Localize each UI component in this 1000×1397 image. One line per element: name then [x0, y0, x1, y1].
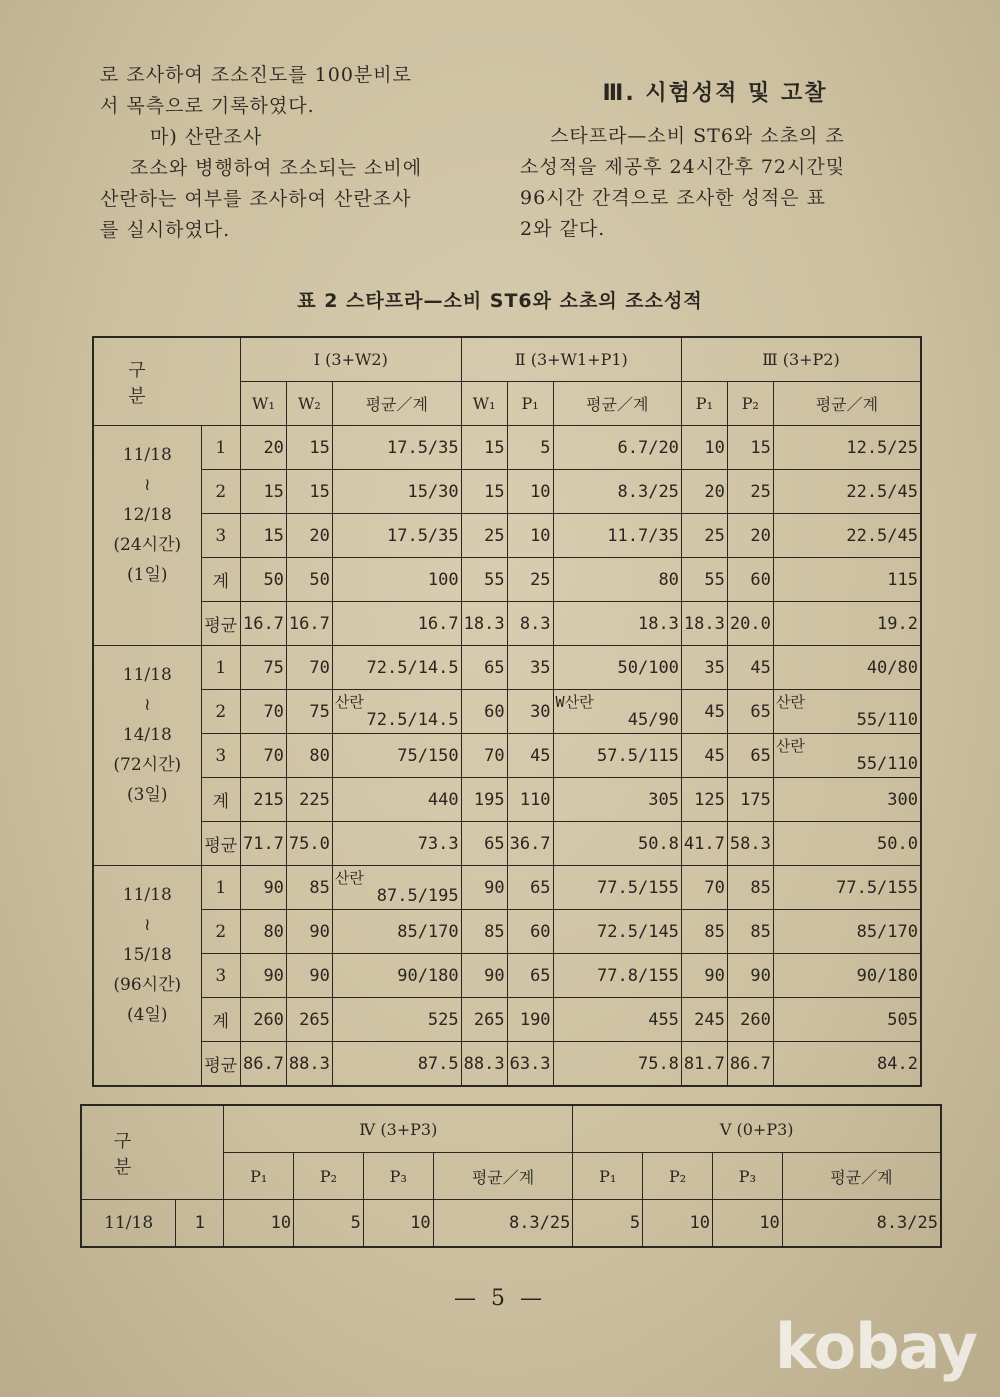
table-row — [93, 998, 921, 1042]
value-cell: 85 — [681, 910, 727, 954]
subheader-cell: W₁ — [240, 382, 286, 426]
value-cell: 5 — [294, 1200, 364, 1248]
table-caption: 표 2 스타프라—소비 ST6와 소초의 조소성적 — [297, 290, 703, 312]
period-line: 11/18 — [122, 885, 172, 905]
value-cell: 18.3 — [461, 602, 507, 646]
period-line: 11/18 — [122, 665, 172, 685]
value-cell: 215 — [240, 778, 286, 822]
value-cell: 505 — [773, 998, 921, 1042]
value-cell: 90 — [240, 954, 286, 998]
period-cell — [93, 646, 201, 866]
value-cell: 90 — [286, 910, 332, 954]
value-cell: 88.3 — [286, 1042, 332, 1087]
cell-value: 72.5/14.5 — [366, 709, 459, 730]
value-cell: 90 — [461, 954, 507, 998]
cell-value: 55/110 — [856, 709, 918, 730]
value-cell: 77.5/155 — [773, 866, 921, 910]
value-cell: 90/180 — [773, 954, 921, 998]
value-cell: 8.3/25 — [433, 1200, 573, 1248]
value-cell: 16.7 — [240, 602, 286, 646]
period-line: (3일) — [127, 785, 168, 805]
value-cell: 15/30 — [332, 470, 461, 514]
value-cell: 45 — [681, 690, 727, 734]
value-cell: 55 — [681, 558, 727, 602]
group-header: Ⅰ (3+W2) — [240, 337, 461, 382]
value-cell: 260 — [240, 998, 286, 1042]
value-cell: 11.7/35 — [553, 514, 681, 558]
value-cell — [332, 690, 461, 734]
value-cell: 57.5/115 — [553, 734, 681, 778]
value-cell: 35 — [507, 646, 553, 690]
value-cell: 85/170 — [332, 910, 461, 954]
table-row — [93, 602, 921, 646]
table-row — [93, 690, 921, 734]
period-line: (4일) — [127, 1005, 168, 1025]
value-cell: 20 — [681, 470, 727, 514]
value-cell: 86.7 — [727, 1042, 773, 1087]
value-cell: 25 — [681, 514, 727, 558]
value-cell: 440 — [332, 778, 461, 822]
value-cell: 85 — [727, 866, 773, 910]
value-cell: 90 — [286, 954, 332, 998]
value-cell: 50 — [286, 558, 332, 602]
period-line: (24시간) — [113, 535, 182, 555]
value-cell: 65 — [461, 646, 507, 690]
group-header: Ⅱ (3+W1+P1) — [461, 337, 681, 382]
left-column — [100, 60, 485, 246]
value-cell: 85 — [461, 910, 507, 954]
spawning-note: 산란 — [334, 692, 364, 711]
value-cell: 305 — [553, 778, 681, 822]
subheader-cell: P₁ — [224, 1153, 294, 1200]
spawning-note: 산란 — [775, 736, 805, 755]
value-cell: 22.5/45 — [773, 470, 921, 514]
gubun-header: 구 분 — [81, 1105, 224, 1200]
value-cell: 8.3/25 — [782, 1200, 941, 1248]
value-cell: 90 — [461, 866, 507, 910]
value-cell: 70 — [681, 866, 727, 910]
value-cell: 115 — [773, 558, 921, 602]
header-row — [93, 337, 921, 382]
value-cell: 190 — [507, 998, 553, 1042]
value-cell: 50.8 — [553, 822, 681, 866]
value-cell: 8.3 — [507, 602, 553, 646]
row-label: 2 — [201, 690, 240, 734]
right-column — [520, 78, 910, 245]
value-cell: 65 — [507, 954, 553, 998]
value-cell: 525 — [332, 998, 461, 1042]
period-line: (1일) — [127, 565, 168, 585]
section-title: Ⅲ. 시험성적 및 고찰 — [602, 81, 828, 106]
value-cell: 10 — [507, 514, 553, 558]
group-header: Ⅳ (3+P3) — [224, 1105, 573, 1153]
value-cell: 60 — [727, 558, 773, 602]
row-label: 계 — [201, 778, 240, 822]
value-cell: 87.5 — [332, 1042, 461, 1087]
value-cell: 86.7 — [240, 1042, 286, 1087]
spawning-note: W산란 — [555, 692, 594, 711]
subheader-cell: P₂ — [294, 1153, 364, 1200]
value-cell: 100 — [332, 558, 461, 602]
value-cell: 15 — [286, 426, 332, 470]
row-label: 1 — [201, 646, 240, 690]
value-cell: 5 — [507, 426, 553, 470]
left-para-line-2: 산란하는 여부를 조사하여 산란조사 — [100, 188, 412, 210]
value-cell: 75.8 — [553, 1042, 681, 1087]
row-label: 3 — [201, 514, 240, 558]
value-cell: 90 — [240, 866, 286, 910]
value-cell: 80 — [286, 734, 332, 778]
period-line: 11/18 — [122, 445, 172, 465]
table-row — [93, 470, 921, 514]
value-cell: 65 — [461, 822, 507, 866]
value-cell: 50 — [240, 558, 286, 602]
row-label: 평균 — [201, 822, 240, 866]
right-para-line-1: 스타프라—소비 ST6와 소초의 조 — [550, 125, 845, 147]
value-cell: 85/170 — [773, 910, 921, 954]
subheader-cell: 평균／계 — [773, 382, 921, 426]
value-cell: 35 — [681, 646, 727, 690]
cell-value: 45/90 — [627, 709, 679, 730]
subheader-cell: 평균／계 — [433, 1153, 573, 1200]
value-cell: 20 — [286, 514, 332, 558]
row-label: 2 — [201, 910, 240, 954]
value-cell: 60 — [461, 690, 507, 734]
value-cell: 25 — [461, 514, 507, 558]
value-cell — [773, 690, 921, 734]
value-cell: 50/100 — [553, 646, 681, 690]
value-cell — [332, 866, 461, 910]
gubun-header: 구 분 — [93, 337, 240, 426]
value-cell: 80 — [240, 910, 286, 954]
subheader-cell: P₃ — [712, 1153, 782, 1200]
row-label: 평균 — [201, 1042, 240, 1087]
period-line: 12/18 — [122, 505, 172, 525]
subheader-cell: W₂ — [286, 382, 332, 426]
table-row — [93, 910, 921, 954]
row-label: 계 — [201, 998, 240, 1042]
right-para-line-4: 2와 같다. — [520, 218, 606, 240]
value-cell: 70 — [240, 690, 286, 734]
value-cell — [553, 690, 681, 734]
page-number: — 5 — — [454, 1286, 546, 1311]
results-table — [92, 336, 922, 1087]
value-cell: 20 — [727, 514, 773, 558]
value-cell: 15 — [240, 514, 286, 558]
value-cell: 65 — [507, 866, 553, 910]
value-cell: 45 — [727, 646, 773, 690]
row-label: 3 — [201, 734, 240, 778]
row-label: 1 — [201, 426, 240, 470]
value-cell: 15 — [461, 470, 507, 514]
value-cell: 90/180 — [332, 954, 461, 998]
subheader-cell: P₁ — [681, 382, 727, 426]
table-row — [93, 646, 921, 690]
value-cell: 10 — [363, 1200, 433, 1248]
value-cell: 18.3 — [553, 602, 681, 646]
value-cell: 45 — [507, 734, 553, 778]
value-cell: 16.7 — [332, 602, 461, 646]
value-cell: 70 — [240, 734, 286, 778]
value-cell: 70 — [286, 646, 332, 690]
header-row — [81, 1105, 941, 1153]
value-cell: 72.5/14.5 — [332, 646, 461, 690]
value-cell: 50.0 — [773, 822, 921, 866]
value-cell: 175 — [727, 778, 773, 822]
value-cell: 20.0 — [727, 602, 773, 646]
value-cell: 18.3 — [681, 602, 727, 646]
value-cell: 5 — [573, 1200, 643, 1248]
table-row — [93, 1042, 921, 1087]
left-para-line-1: 조소와 병행하여 조소되는 소비에 — [130, 157, 423, 179]
right-para-line-2: 소성적을 제공후 24시간후 72시간및 — [520, 156, 846, 178]
row-label: 1 — [201, 866, 240, 910]
value-cell: 300 — [773, 778, 921, 822]
subheader-cell: P₂ — [727, 382, 773, 426]
subheader-cell: P₃ — [363, 1153, 433, 1200]
value-cell: 75 — [286, 690, 332, 734]
value-cell: 85 — [286, 866, 332, 910]
value-cell: 73.3 — [332, 822, 461, 866]
period-line: 15/18 — [122, 945, 172, 965]
value-cell: 77.5/155 — [553, 866, 681, 910]
period-cell: 11/18 — [81, 1200, 176, 1248]
value-cell: 70 — [461, 734, 507, 778]
value-cell: 265 — [461, 998, 507, 1042]
value-cell: 25 — [507, 558, 553, 602]
value-cell: 75.0 — [286, 822, 332, 866]
group-header: Ⅴ (0+P3) — [573, 1105, 941, 1153]
value-cell: 63.3 — [507, 1042, 553, 1087]
period-line: ≀ — [144, 915, 151, 935]
table-row — [93, 426, 921, 470]
group-header: Ⅲ (3+P2) — [681, 337, 921, 382]
row-label: 계 — [201, 558, 240, 602]
subheader-cell: P₂ — [643, 1153, 713, 1200]
period-line: (96시간) — [113, 975, 182, 995]
value-cell: 19.2 — [773, 602, 921, 646]
value-cell: 60 — [507, 910, 553, 954]
value-cell: 65 — [727, 734, 773, 778]
row-label: 평균 — [201, 602, 240, 646]
value-cell: 195 — [461, 778, 507, 822]
period-line: ≀ — [144, 695, 151, 715]
value-cell: 12.5/25 — [773, 426, 921, 470]
left-line-2: 서 목측으로 기록하였다. — [100, 95, 315, 117]
value-cell: 110 — [507, 778, 553, 822]
table-row — [93, 954, 921, 998]
value-cell: 6.7/20 — [553, 426, 681, 470]
value-cell: 10 — [643, 1200, 713, 1248]
value-cell: 15 — [461, 426, 507, 470]
table-row — [93, 778, 921, 822]
value-cell: 88.3 — [461, 1042, 507, 1087]
row-label: 1 — [176, 1200, 224, 1248]
subheader-cell: 평균／계 — [553, 382, 681, 426]
cell-value: 87.5/195 — [376, 885, 459, 906]
period-cell — [93, 866, 201, 1087]
subheader-cell: P₁ — [507, 382, 553, 426]
value-cell: 36.7 — [507, 822, 553, 866]
left-para-line-3: 를 실시하였다. — [100, 219, 231, 241]
table-row — [93, 866, 921, 910]
table-row — [93, 558, 921, 602]
value-cell: 16.7 — [286, 602, 332, 646]
value-cell: 55 — [461, 558, 507, 602]
value-cell: 72.5/145 — [553, 910, 681, 954]
sub-heading: 마) 산란조사 — [150, 126, 263, 148]
left-line-1: 로 조사하여 조소진도를 100분비로 — [100, 64, 412, 86]
value-cell: 80 — [553, 558, 681, 602]
value-cell: 225 — [286, 778, 332, 822]
row-label: 3 — [201, 954, 240, 998]
value-cell: 20 — [240, 426, 286, 470]
table-row — [93, 734, 921, 778]
value-cell: 17.5/35 — [332, 514, 461, 558]
subheader-cell: 평균／계 — [332, 382, 461, 426]
right-para-line-3: 96시간 간격으로 조사한 성적은 표 — [520, 187, 826, 209]
value-cell: 10 — [224, 1200, 294, 1248]
value-cell: 71.7 — [240, 822, 286, 866]
value-cell: 10 — [507, 470, 553, 514]
table-row — [81, 1200, 941, 1248]
value-cell: 125 — [681, 778, 727, 822]
results-table-continued — [80, 1104, 942, 1248]
spawning-note: 산란 — [334, 868, 364, 887]
value-cell: 40/80 — [773, 646, 921, 690]
table-row — [93, 822, 921, 866]
value-cell: 17.5/35 — [332, 426, 461, 470]
value-cell: 245 — [681, 998, 727, 1042]
value-cell: 41.7 — [681, 822, 727, 866]
cell-value: 55/110 — [856, 753, 918, 774]
value-cell: 8.3/25 — [553, 470, 681, 514]
value-cell: 77.8/155 — [553, 954, 681, 998]
value-cell: 10 — [712, 1200, 782, 1248]
value-cell: 25 — [727, 470, 773, 514]
value-cell: 84.2 — [773, 1042, 921, 1087]
value-cell: 81.7 — [681, 1042, 727, 1087]
value-cell — [773, 734, 921, 778]
value-cell: 10 — [681, 426, 727, 470]
value-cell: 90 — [727, 954, 773, 998]
value-cell: 90 — [681, 954, 727, 998]
row-label: 2 — [201, 470, 240, 514]
value-cell: 22.5/45 — [773, 514, 921, 558]
table-row — [93, 514, 921, 558]
watermark-logo: kobay — [775, 1310, 977, 1383]
value-cell: 85 — [727, 910, 773, 954]
value-cell: 30 — [507, 690, 553, 734]
subheader-cell: W₁ — [461, 382, 507, 426]
value-cell: 75/150 — [332, 734, 461, 778]
period-line: 14/18 — [122, 725, 172, 745]
subheader-cell: 평균／계 — [782, 1153, 941, 1200]
value-cell: 65 — [727, 690, 773, 734]
subheader-cell: P₁ — [573, 1153, 643, 1200]
value-cell: 265 — [286, 998, 332, 1042]
value-cell: 45 — [681, 734, 727, 778]
value-cell: 15 — [727, 426, 773, 470]
value-cell: 15 — [286, 470, 332, 514]
period-line: ≀ — [144, 475, 151, 495]
value-cell: 75 — [240, 646, 286, 690]
period-cell — [93, 426, 201, 646]
value-cell: 455 — [553, 998, 681, 1042]
value-cell: 15 — [240, 470, 286, 514]
value-cell: 58.3 — [727, 822, 773, 866]
period-line: (72시간) — [113, 755, 182, 775]
spawning-note: 산란 — [775, 692, 805, 711]
value-cell: 260 — [727, 998, 773, 1042]
